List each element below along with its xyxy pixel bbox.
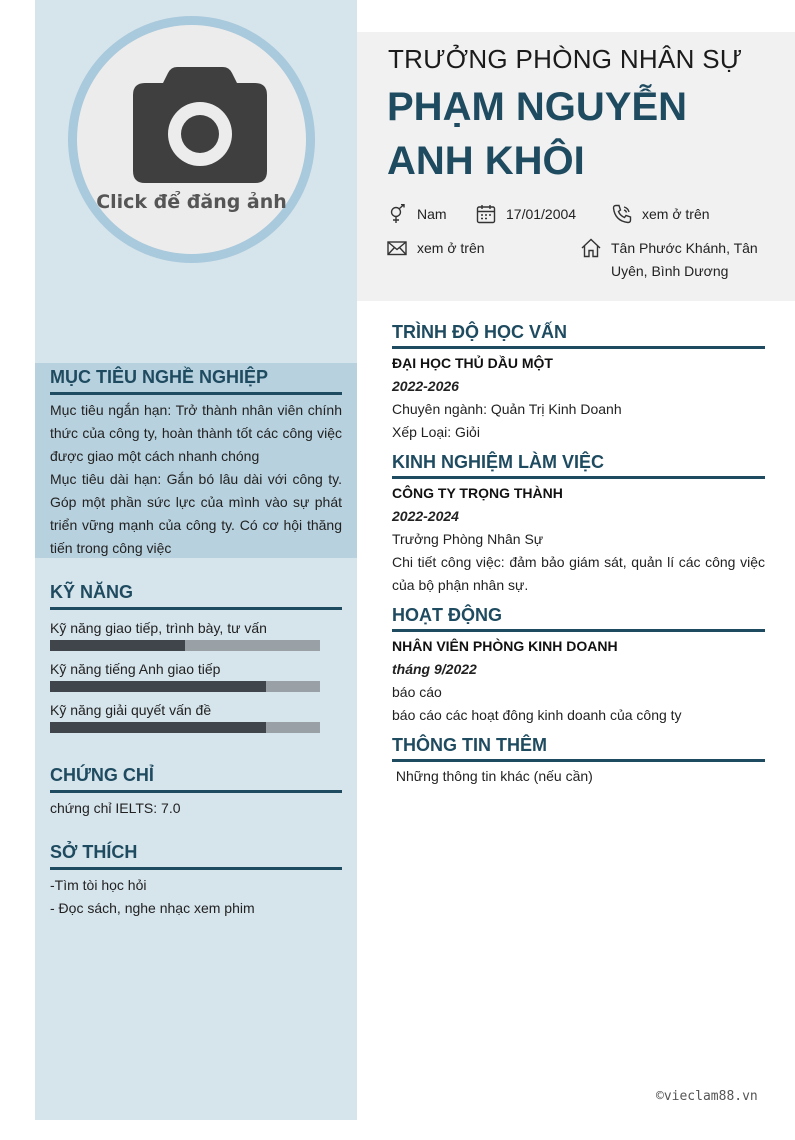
home-icon bbox=[581, 238, 601, 258]
experience-position: Trưởng Phòng Nhân Sự bbox=[392, 531, 544, 547]
sidebar bbox=[35, 0, 357, 1120]
watermark: ©vieclam88.vn bbox=[656, 1089, 758, 1104]
skills-section bbox=[50, 582, 342, 733]
avatar[interactable] bbox=[77, 25, 306, 254]
skill-bar bbox=[50, 640, 320, 651]
mail-icon bbox=[387, 238, 407, 258]
hobby-item: - Đọc sách, nghe nhạc xem phim bbox=[50, 900, 255, 916]
objective-section bbox=[35, 363, 357, 558]
education-heading: TRÌNH ĐỘ HỌC VẤN bbox=[392, 322, 765, 349]
birthday-value: 17/01/2004 bbox=[506, 206, 577, 222]
hobbies-section bbox=[50, 842, 342, 920]
job-title: TRƯỞNG PHÒNG NHÂN SỰ bbox=[388, 44, 743, 74]
phone-icon bbox=[612, 204, 632, 224]
gender-value: Nam bbox=[417, 206, 447, 222]
main-content bbox=[392, 322, 765, 788]
experience-detail: Chi tiết công việc: đảm bảo giám sát, quản lí các công việc của bộ phận nhân sự. bbox=[392, 554, 765, 593]
objective-heading: MỤC TIÊU NGHỀ NGHIỆP bbox=[50, 367, 342, 395]
objective-short-term: Mục tiêu ngắn hạn: Trở thành nhân viên chính thức của công ty, hoàn thành tốt các công việc được giao một cách nhanh chóng bbox=[50, 402, 342, 464]
hobby-item: -Tìm tòi học hỏi bbox=[50, 877, 147, 893]
skill-level bbox=[50, 640, 185, 651]
activity-title: báo cáo bbox=[392, 684, 442, 700]
objective-content bbox=[50, 367, 342, 560]
hobbies-heading: SỞ THÍCH bbox=[50, 842, 342, 870]
additional-info-heading: THÔNG TIN THÊM bbox=[392, 735, 765, 762]
profile-header bbox=[357, 32, 795, 301]
certificate-item: chứng chỉ IELTS: 7.0 bbox=[50, 800, 181, 816]
birthday-info bbox=[476, 203, 576, 226]
address-info bbox=[581, 237, 781, 283]
certificates-section bbox=[50, 765, 342, 820]
phone-info bbox=[612, 203, 710, 226]
address-value: Tân Phước Khánh, Tân Uyên, Bình Dương bbox=[611, 240, 758, 279]
skill-label: Kỹ năng giao tiếp, trình bày, tư vấn bbox=[50, 620, 267, 636]
skill-item bbox=[50, 618, 342, 651]
skill-bar bbox=[50, 681, 320, 692]
skill-item bbox=[50, 700, 342, 733]
education-period: 2022-2026 bbox=[392, 378, 459, 394]
objective-long-term: Mục tiêu dài hạn: Gắn bó lâu dài với công ty. Góp một phần sức lực của mình vào sự phát triển vững mạnh của công ty. Có cơ hội thăng tiến trong công việc bbox=[50, 471, 342, 556]
avatar-frame[interactable] bbox=[68, 16, 315, 263]
company-name: CÔNG TY TRỌNG THÀNH bbox=[392, 485, 563, 501]
phone-value: xem ở trên bbox=[642, 206, 710, 222]
activity-role: NHÂN VIÊN PHÒNG KINH DOANH bbox=[392, 638, 618, 654]
school-name: ĐẠI HỌC THỦ DẦU MỘT bbox=[392, 355, 553, 371]
skill-level bbox=[50, 681, 266, 692]
skill-level bbox=[50, 722, 266, 733]
gender-icon bbox=[387, 204, 407, 224]
full-name: PHẠM NGUYỄN ANH KHÔI bbox=[387, 85, 688, 183]
email-info bbox=[387, 237, 485, 260]
camera-icon bbox=[133, 67, 267, 183]
additional-info-text: Những thông tin khác (nếu cần) bbox=[392, 768, 593, 784]
skills-heading: KỸ NĂNG bbox=[50, 582, 342, 610]
activity-detail: báo cáo các hoạt đông kinh doanh của công ty bbox=[392, 707, 682, 723]
skill-label: Kỹ năng giải quyết vấn đề bbox=[50, 702, 212, 718]
email-value: xem ở trên bbox=[417, 240, 485, 256]
skill-item bbox=[50, 659, 342, 692]
education-major: Chuyên ngành: Quản Trị Kinh Doanh bbox=[392, 401, 622, 417]
skill-label: Kỹ năng tiếng Anh giao tiếp bbox=[50, 661, 221, 677]
certificates-heading: CHỨNG CHỈ bbox=[50, 765, 342, 793]
activities-heading: HOẠT ĐỘNG bbox=[392, 605, 765, 632]
calendar-icon bbox=[476, 204, 496, 224]
education-rank: Xếp Loại: Giỏi bbox=[392, 424, 480, 440]
experience-heading: KINH NGHIỆM LÀM VIỆC bbox=[392, 452, 765, 479]
activity-period: tháng 9/2022 bbox=[392, 661, 477, 677]
experience-period: 2022-2024 bbox=[392, 508, 459, 524]
upload-photo-caption[interactable]: Click để đăng ảnh bbox=[96, 191, 287, 213]
gender-info bbox=[387, 203, 447, 226]
skill-bar bbox=[50, 722, 320, 733]
